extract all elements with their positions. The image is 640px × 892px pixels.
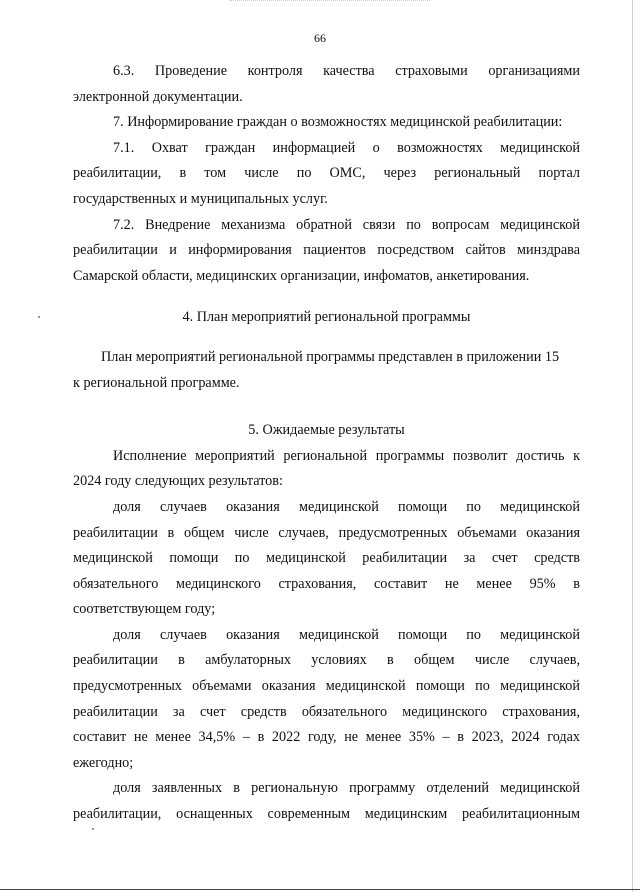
paragraph-item2-line5: составит не менее 34,5% – в 2022 году, не менее 35% – в 2023, 2024 годах: [73, 729, 580, 746]
paragraph-results-line1: Исполнение мероприятий региональной программы позволит достичь к: [113, 447, 580, 464]
paragraph-item1-line2: реабилитации в общем числе случаев, предусмотренных объемами оказания: [73, 524, 580, 541]
paragraph-item2-line1: доля случаев оказания медицинской помощи по медицинской: [113, 626, 580, 643]
paragraph-plan-line1: План мероприятий региональной программы представлен в приложении 15: [101, 348, 560, 365]
paragraph-6-3-line2: электронной документации.: [73, 88, 243, 105]
scan-artifact-top: [230, 0, 430, 2]
paragraph-7-2-line1: 7.2. Внедрение механизма обратной связи по вопросам медицинской: [113, 216, 580, 233]
paragraph-item1-line3: медицинской помощи по медицинской реабилитации за счет средств: [73, 550, 580, 567]
paragraph-7-2-line2: реабилитации и информирования пациентов посредством сайтов минздрава: [73, 242, 580, 259]
paragraph-item1-line1: доля случаев оказания медицинской помощи по медицинской: [113, 498, 580, 515]
paragraph-item3-line1: доля заявленных в региональную программу отделений медицинской: [113, 780, 580, 797]
paragraph-7-1-line2: реабилитации, в том числе по ОМС, через региональный портал: [73, 165, 580, 182]
scan-speck: [38, 316, 40, 318]
paragraph-item1-line5: соответствующем году;: [73, 601, 216, 618]
paragraph-6-3-line1: 6.3. Проведение контроля качества страховыми организациями: [113, 63, 580, 79]
paragraph-plan-line2: к региональной программе.: [73, 374, 240, 391]
scan-speck: [92, 828, 94, 830]
page-number: 66: [314, 31, 326, 45]
scan-artifact-right-edge: [632, 0, 633, 892]
paragraph-item1-line4: обязательного медицинского страхования, составит не менее 95% в: [73, 575, 580, 592]
document-body: [73, 59, 580, 828]
paragraph-results-line2: 2024 году следующих результатов:: [73, 473, 283, 490]
paragraph-item2-line3: предусмотренных объемами оказания медицинской помощи по медицинской: [73, 678, 580, 695]
paragraph-7-1-line3: государственных и муниципальных услуг.: [73, 190, 328, 207]
scan-artifact-bottom: [0, 889, 640, 890]
section-heading-5: 5. Ожидаемые результаты: [248, 422, 405, 439]
paragraph-7: 7. Информирование граждан о возможностях медицинской реабилитации:: [113, 114, 563, 131]
paragraph-item2-line2: реабилитации в амбулаторных условиях в общем числе случаев,: [73, 652, 580, 669]
section-heading-4: 4. План мероприятий региональной программы: [182, 309, 471, 326]
paragraph-7-2-line3: Самарской области, медицинских организации, инфоматов, анкетирования.: [73, 267, 530, 284]
paragraph-7-1-line1: 7.1. Охват граждан информацией о возможностях медицинской: [113, 139, 580, 156]
paragraph-item2-line4: реабилитации за счет средств обязательного медицинского страхования,: [73, 703, 580, 720]
paragraph-item2-line6: ежегодно;: [73, 754, 134, 771]
paragraph-item3-line2: реабилитации, оснащенных современным медицинским реабилитационным: [73, 806, 580, 823]
